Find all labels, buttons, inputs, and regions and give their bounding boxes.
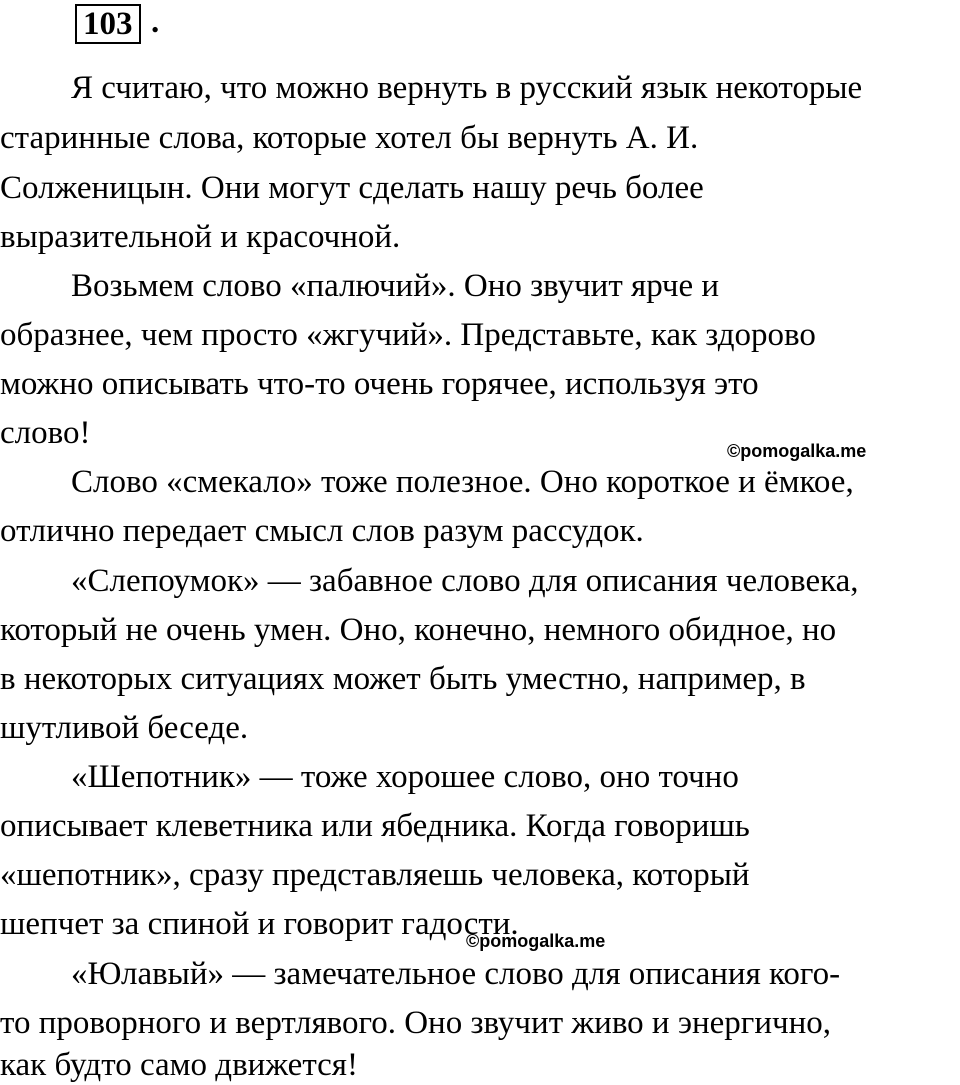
text-line: «Юлавый» — замечательное слово для описания кого- (71, 956, 841, 992)
text-line: шутливой беседе. (0, 710, 249, 746)
text-line: образнее, чем просто «жгучий». Представьте, как здорово (0, 317, 816, 353)
text-line: «Слепоумок» — забавное слово для описания человека, (71, 563, 859, 599)
text-line: описывает клеветника или ябедника. Когда говоришь (0, 808, 750, 844)
watermark: ©pomogalka.me (727, 441, 867, 461)
text-line: «шепотник», сразу представляешь человека, который (0, 857, 750, 893)
text-line: выразительной и красочной. (0, 219, 401, 255)
text-line: старинные слова, которые хотел бы вернуть А. И. (0, 120, 699, 156)
task-number-dot: . (151, 4, 160, 40)
text-line: «Шепотник» — тоже хорошее слово, оно точно (71, 759, 739, 795)
text-line: Я считаю, что можно вернуть в русский язык некоторые (71, 70, 863, 106)
text-line: Солженицын. Они могут сделать нашу речь более (0, 170, 704, 206)
text-line: который не очень умен. Оно, конечно, немного обидное, но (0, 612, 837, 648)
text-line: слово! (0, 415, 91, 451)
text-line: можно описывать что-то очень горячее, используя это (0, 366, 759, 402)
text-line: в некоторых ситуациях может быть уместно, например, в (0, 661, 806, 697)
watermark: ©pomogalka.me (466, 931, 606, 951)
text-line: шепчет за спиной и говорит гадости. (0, 906, 519, 942)
task-number-box: 103 (75, 4, 141, 44)
text-line: как будто само движется! (0, 1047, 358, 1083)
text-line: то проворного и вертлявого. Оно звучит живо и энергично, (0, 1005, 832, 1041)
text-line: Слово «смекало» тоже полезное. Оно короткое и ёмкое, (71, 464, 854, 500)
text-line: отлично передает смысл слов разум рассудок. (0, 513, 644, 549)
text-line: Возьмем слово «палючий». Оно звучит ярче и (71, 268, 720, 304)
